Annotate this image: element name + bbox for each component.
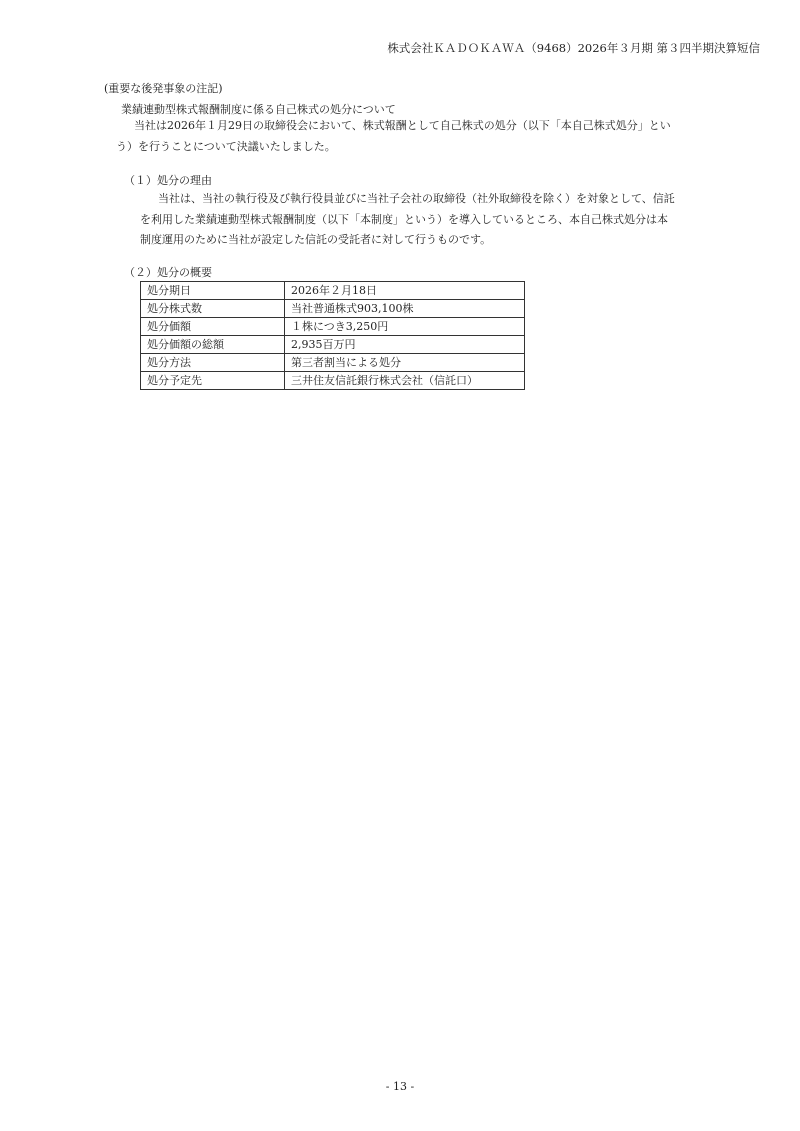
table-row (141, 318, 525, 336)
table-row (141, 354, 525, 372)
row-value: 第三者割当による処分 (285, 354, 525, 372)
table-row (141, 300, 525, 318)
row-value: 2026年２月18日 (285, 282, 525, 300)
row-label: 処分価額の総額 (141, 336, 285, 354)
intro-paragraph (104, 116, 724, 157)
section-1-line: を利用した業績連動型株式報酬制度（以下「本制度」という）を導入しているところ、本自己株式処分は本 (140, 212, 668, 226)
intro-line: 当社は2026年１月29日の取締役会において、株式報酬として自己株式の処分（以下「本自己株式処分」とい (134, 119, 671, 132)
page-number: - 13 - (385, 1080, 415, 1093)
row-label: 処分株式数 (141, 300, 285, 318)
row-label: 処分価額 (141, 318, 285, 336)
document-header: 株式会社ＫＡＤＯＫＡＷＡ（9468）2026年３月期 第３四半期決算短信 (387, 41, 760, 55)
row-value: 2,935百万円 (285, 336, 525, 354)
note-subject: 業績連動型株式報酬制度に係る自己株式の処分について (121, 103, 396, 116)
section-1-line: 当社は、当社の執行役及び執行役員並びに当社子会社の取締役（社外取締役を除く）を対象として、信託 (158, 192, 675, 205)
section-1-body (140, 189, 730, 251)
row-label: 処分期日 (141, 282, 285, 300)
section-2-title: （２）処分の概要 (124, 266, 212, 279)
intro-line: う）を行うことについて決議いたしました。 (116, 139, 336, 153)
note-title: (重要な後発事象の注記) (104, 82, 223, 95)
row-label: 処分方法 (141, 354, 285, 372)
table-row (141, 336, 525, 354)
section-1-title: （１）処分の理由 (124, 174, 212, 187)
disposal-summary-table (140, 281, 525, 390)
row-value: 当社普通株式903,100株 (285, 300, 525, 318)
row-label: 処分予定先 (141, 372, 285, 390)
table-row (141, 282, 525, 300)
table-row (141, 372, 525, 390)
section-1-line: 制度運用のために当社が設定した信託の受託者に対して行うものです。 (140, 233, 492, 246)
row-value: 三井住友信託銀行株式会社（信託口） (285, 372, 525, 390)
row-value: １株につき3,250円 (285, 318, 525, 336)
